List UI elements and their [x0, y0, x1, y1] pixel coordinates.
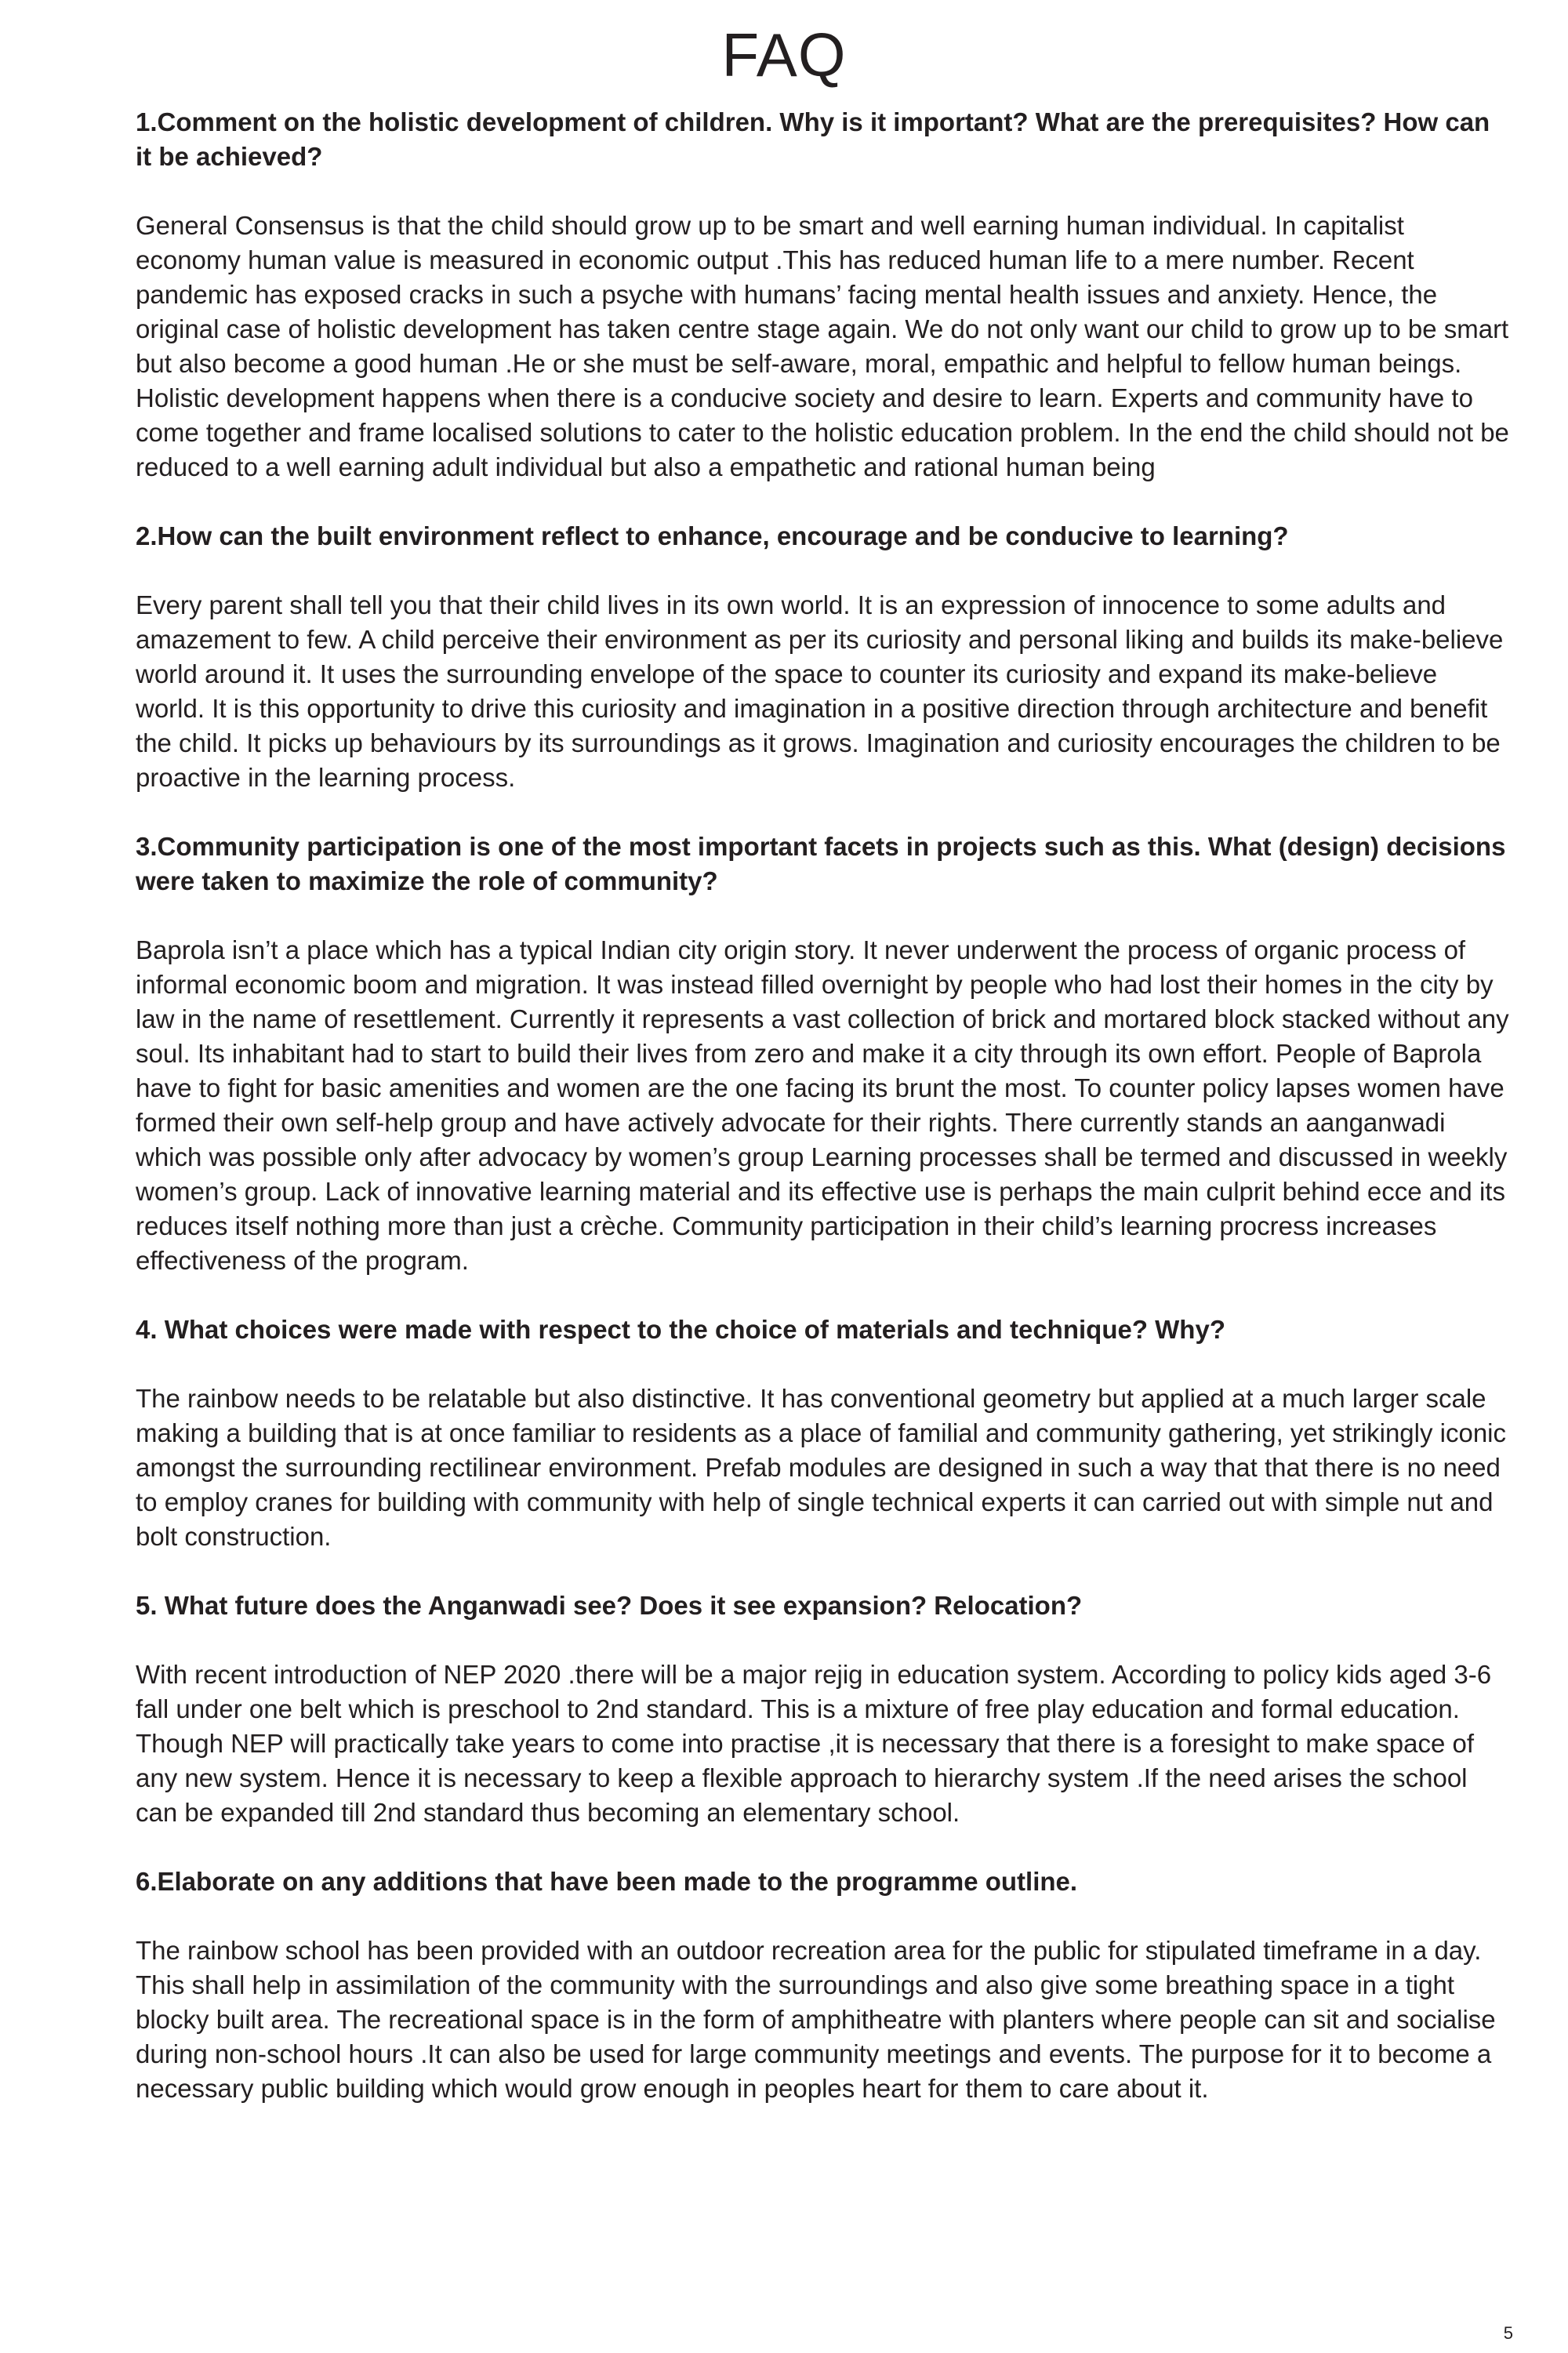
- faq-answer-paragraph: General Consensus is that the child should grow up to be smart and well earning human individual. In capitalist economy human value is measured in economic output .This has reduced human life to a mere number. Recent pandemic has exposed cracks in such a psyche with humans’ facing mental health issues and anxiety. Hence, the original case of holistic development has taken centre stage again. We do not only want our child to grow up to be smart but also become a good human .He or she must be self-aware, moral, empathic and helpful to fellow human beings.: [136, 211, 1509, 378]
- faq-item-4: [136, 1313, 1511, 1554]
- faq-question: 6.Elaborate on any additions that have been made to the programme outline.: [136, 1867, 1078, 1896]
- faq-question: 5. What future does the Anganwadi see? Does it see expansion? Relocation?: [136, 1591, 1083, 1620]
- spacer: [136, 1623, 1511, 1658]
- faq-answer-paragraph: Baprola isn’t a place which has a typical Indian city origin story. It never underwent the process of organic process of informal economic boom and migration. It was instead filled overnight by people who had lost their homes in the city by law in the name of resettlement. Currently it represents a vast collection of brick and mortared block stacked without any soul. Its inhabitant had to start to build their lives from zero and make it a city through its own effort. People of Baprola have to fight for basic amenities and women are the one facing its brunt the most. To counter policy lapses women have formed their own self-help group and have actively advocate for their rights. There currently stands an aanganwadi which was possible only after advocacy by women’s group Learning processes shall be termed and discussed in weekly women’s group. Lack of innovative learning material and its effective use is perhaps the main culprit behind ecce and its reduces itself nothing more than just a crèche. Community participation in their child’s learning procress increases effectiveness of the program.: [136, 935, 1509, 1275]
- faq-answer-paragraph: Holistic development happens when there is a conducive society and desire to learn. Experts and community have to come together and frame localised solutions to cater to the holistic education problem. In the end the child should not be reduced to a well earning adult individual but also a empathetic and rational human being: [136, 383, 1509, 481]
- faq-answer-paragraph: The rainbow school has been provided with an outdoor recreation area for the public for stipulated timeframe in a day. This shall help in assimilation of the community with the surroundings and also give some breathing space in a tight blocky built area. The recreational space is in the form of amphitheatre with planters where people can sit and socialise during non-school hours .It can also be used for large community meetings and events. The purpose for it to become a necessary public building which would grow enough in peoples heart for them to care about it.: [136, 1936, 1496, 2103]
- spacer: [136, 554, 1511, 588]
- faq-item-3: [136, 830, 1511, 1278]
- faq-item-5: [136, 1589, 1511, 1830]
- spacer: [136, 1554, 1511, 1589]
- faq-question: 3.Community participation is one of the most important facets in projects such as this. What (design) decisions were taken to maximize the role of community?: [136, 832, 1506, 895]
- spacer: [136, 795, 1511, 830]
- faq-question: 2.How can the built environment reflect to enhance, encourage and be conducive to learning?: [136, 521, 1289, 550]
- faq-question: 4. What choices were made with respect to the choice of materials and technique? Why?: [136, 1315, 1225, 1344]
- spacer: [136, 1347, 1511, 1382]
- spacer: [136, 1278, 1511, 1313]
- faq-answer-paragraph: The rainbow needs to be relatable but also distinctive. It has conventional geometry but applied at a much larger scale making a building that is at once familiar to residents as a place of familial and community gathering, yet strikingly iconic amongst the surrounding rectilinear environment. Prefab modules are designed in such a way that that there is no need to employ cranes for building with community with help of single technical experts it can carried out with simple nut and bolt construction.: [136, 1384, 1507, 1551]
- page-number: 5: [1503, 2323, 1513, 2343]
- spacer: [136, 485, 1511, 519]
- faq-item-2: [136, 519, 1511, 795]
- faq-question: 1.Comment on the holistic development of children. Why is it important? What are the prerequisites? How can it be achieved?: [136, 107, 1490, 171]
- spacer: [136, 1899, 1511, 1934]
- faq-item-6: [136, 1865, 1511, 2106]
- spacer: [136, 1830, 1511, 1865]
- spacer: [136, 899, 1511, 933]
- faq-content: [136, 105, 1511, 2106]
- faq-answer-paragraph: Every parent shall tell you that their child lives in its own world. It is an expression of innocence to some adults and amazement to few. A child perceive their environment as per its curiosity and personal liking and builds its make-believe world around it. It uses the surrounding envelope of the space to counter its curiosity and expand its make-believe world. It is this opportunity to drive this curiosity and imagination in a positive direction through architecture and benefit the child. It picks up behaviours by its surroundings as it grows. Imagination and curiosity encourages the children to be proactive in the learning process.: [136, 590, 1504, 792]
- spacer: [136, 174, 1511, 209]
- faq-answer-paragraph: With recent introduction of NEP 2020 .there will be a major rejig in education system. According to policy kids aged 3-6 fall under one belt which is preschool to 2nd standard. This is a mixture of free play education and formal education. Though NEP will practically take years to come into practise ,it is necessary that there is a foresight to make space of any new system. Hence it is necessary to keep a flexible approach to hierarchy system .If the need arises the school can be expanded till 2nd standard thus becoming an elementary school.: [136, 1660, 1492, 1827]
- page-title: FAQ: [721, 20, 847, 89]
- faq-item-1: [136, 105, 1511, 485]
